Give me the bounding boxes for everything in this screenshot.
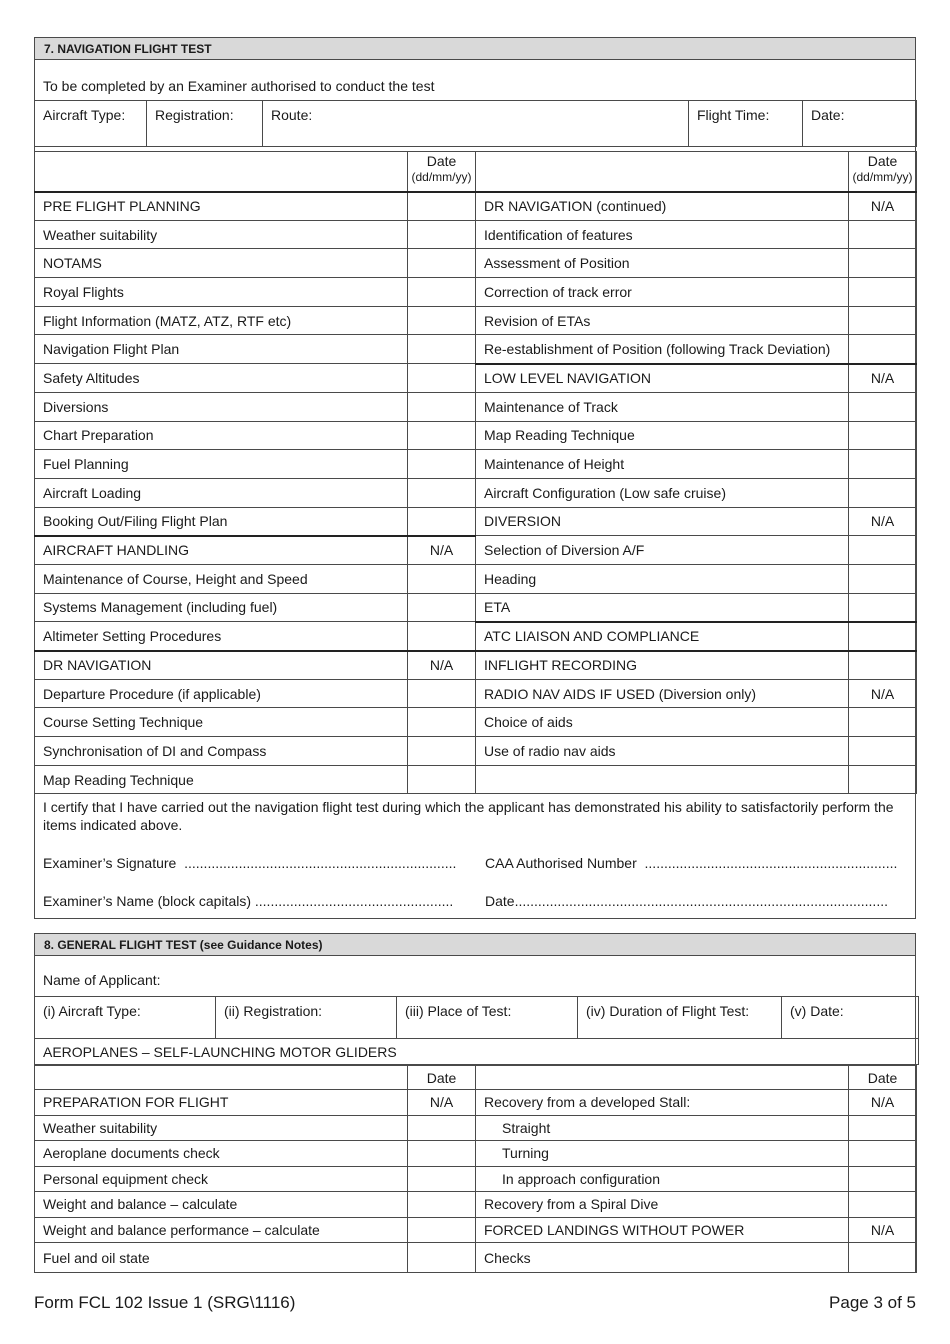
date-column-header: Date (dd/mm/yy) bbox=[849, 152, 917, 192]
date-cell[interactable] bbox=[849, 1243, 917, 1273]
date-cell[interactable] bbox=[408, 1192, 476, 1218]
checklist-item: PRE FLIGHT PLANNING bbox=[35, 192, 408, 221]
checklist-item: In approach configuration bbox=[476, 1166, 849, 1192]
header-blank bbox=[35, 152, 408, 192]
date-cell[interactable]: N/A bbox=[849, 192, 917, 221]
table-row bbox=[35, 1166, 917, 1192]
date-cell[interactable]: N/A bbox=[849, 1090, 917, 1116]
checklist-item: Revision of ETAs bbox=[476, 306, 849, 335]
date-cell[interactable] bbox=[849, 478, 917, 507]
date-column-header: Date (dd/mm/yy) bbox=[408, 152, 476, 192]
table-row bbox=[35, 564, 917, 593]
table-row bbox=[35, 335, 917, 364]
date-cell[interactable] bbox=[849, 249, 917, 278]
checklist-item: AIRCRAFT HANDLING bbox=[35, 536, 408, 565]
table-row bbox=[35, 679, 917, 708]
date-cell[interactable] bbox=[849, 593, 917, 622]
table-row bbox=[35, 392, 917, 421]
checklist-item: Use of radio nav aids bbox=[476, 737, 849, 766]
table-row bbox=[35, 507, 917, 536]
table-row bbox=[35, 421, 917, 450]
header-blank bbox=[476, 1066, 849, 1090]
cert-date-line[interactable]: ................................................................................................ bbox=[514, 893, 888, 910]
checklist-item: Altimeter Setting Procedures bbox=[35, 622, 408, 651]
date-cell[interactable] bbox=[408, 1217, 476, 1243]
certification-block bbox=[35, 794, 915, 918]
table-row bbox=[35, 1141, 917, 1167]
examiner-name-label: Examiner’s Name (block capitals) bbox=[43, 893, 251, 910]
date-cell[interactable]: N/A bbox=[408, 536, 476, 565]
table-row bbox=[35, 1217, 917, 1243]
date-cell[interactable] bbox=[408, 1166, 476, 1192]
checklist-item: Map Reading Technique bbox=[476, 421, 849, 450]
checklist-item: Recovery from a developed Stall: bbox=[476, 1090, 849, 1116]
examiner-name-line[interactable]: ................................................... bbox=[254, 893, 454, 910]
table-row bbox=[35, 1090, 917, 1116]
section-8-heading: 8. GENERAL FLIGHT TEST (see Guidance Notes) bbox=[35, 934, 915, 956]
checklist-item: Departure Procedure (if applicable) bbox=[35, 679, 408, 708]
table-row bbox=[35, 536, 917, 565]
checklist-item: Assessment of Position bbox=[476, 249, 849, 278]
checklist-item: Recovery from a Spiral Dive bbox=[476, 1192, 849, 1218]
checklist-item: Aeroplane documents check bbox=[35, 1141, 408, 1167]
checklist-item: Maintenance of Height bbox=[476, 450, 849, 479]
registration-field[interactable]: Registration: bbox=[147, 101, 263, 147]
date-cell[interactable] bbox=[849, 335, 917, 364]
checklist-item: Weather suitability bbox=[35, 220, 408, 249]
checklist-item: Re-establishment of Position (following Track Deviation) bbox=[476, 335, 849, 364]
examiner-signature-line[interactable]: ...................................................................... bbox=[184, 855, 457, 872]
table-row bbox=[35, 192, 917, 221]
date-cell[interactable] bbox=[408, 564, 476, 593]
checklist-item: Fuel Planning bbox=[35, 450, 408, 479]
checklist-item: FORCED LANDINGS WITHOUT POWER bbox=[476, 1217, 849, 1243]
table-row bbox=[35, 450, 917, 479]
caa-number-line[interactable]: ................................................................. bbox=[644, 855, 898, 872]
date-cell[interactable] bbox=[849, 1141, 917, 1167]
checklist-item: ETA bbox=[476, 593, 849, 622]
table-row bbox=[35, 249, 917, 278]
checklist-item: Fuel and oil state bbox=[35, 1243, 408, 1273]
checklist-item: Aircraft Configuration (Low safe cruise) bbox=[476, 478, 849, 507]
date-cell[interactable] bbox=[849, 1192, 917, 1218]
checklist-item: Diversions bbox=[35, 392, 408, 421]
checklist-item: Systems Management (including fuel) bbox=[35, 593, 408, 622]
table-row bbox=[35, 651, 917, 680]
checklist-item: Weight and balance – calculate bbox=[35, 1192, 408, 1218]
section-8-general-flight-test bbox=[34, 933, 916, 1273]
table-row bbox=[35, 593, 917, 622]
date-cell[interactable] bbox=[408, 364, 476, 393]
aircraft-type-field[interactable]: (i) Aircraft Type: bbox=[35, 997, 216, 1039]
date-cell[interactable] bbox=[408, 765, 476, 794]
date-column-header: Date bbox=[849, 1066, 917, 1090]
registration-field[interactable]: (ii) Registration: bbox=[216, 997, 397, 1039]
checklist-item: Royal Flights bbox=[35, 278, 408, 307]
checklist-item: ATC LIAISON AND COMPLIANCE bbox=[476, 622, 849, 651]
page-number: Page 3 of 5 bbox=[829, 1293, 916, 1312]
checklist-item: Booking Out/Filing Flight Plan bbox=[35, 507, 408, 536]
date-cell[interactable] bbox=[408, 421, 476, 450]
date-cell[interactable] bbox=[408, 622, 476, 651]
date-cell[interactable] bbox=[408, 278, 476, 307]
date-cell[interactable] bbox=[408, 220, 476, 249]
date-cell[interactable] bbox=[408, 1115, 476, 1141]
date-cell[interactable] bbox=[849, 450, 917, 479]
header-blank bbox=[476, 152, 849, 192]
table-row bbox=[35, 708, 917, 737]
date-cell[interactable] bbox=[408, 335, 476, 364]
date-cell[interactable]: N/A bbox=[849, 364, 917, 393]
date-cell[interactable] bbox=[408, 708, 476, 737]
date-cell[interactable] bbox=[408, 737, 476, 766]
date-cell[interactable] bbox=[849, 765, 917, 794]
section-8-checklist-table bbox=[34, 1065, 917, 1273]
aircraft-type-field[interactable]: Aircraft Type: bbox=[35, 101, 147, 147]
checklist-item: PREPARATION FOR FLIGHT bbox=[35, 1090, 408, 1116]
section-7-intro: To be completed by an Examiner authorised to conduct the test bbox=[43, 78, 435, 94]
date-field[interactable]: Date: bbox=[803, 101, 917, 147]
certification-text: I certify that I have carried out the navigation flight test during which the applicant has demonstrated his ability to satisfactorily perform the items indicated above. bbox=[43, 799, 894, 834]
date-cell[interactable] bbox=[849, 536, 917, 565]
section-7-aircraft-fields bbox=[34, 100, 917, 147]
cert-date-label: Date bbox=[485, 893, 515, 910]
checklist-item: Checks bbox=[476, 1243, 849, 1273]
category-label: AEROPLANES – SELF-LAUNCHING MOTOR GLIDERS bbox=[35, 1039, 919, 1065]
date-cell[interactable] bbox=[849, 622, 917, 651]
checklist-item: Weight and balance performance – calculate bbox=[35, 1217, 408, 1243]
examiner-signature-label: Examiner’s Signature bbox=[43, 855, 177, 872]
header-blank bbox=[35, 1066, 408, 1090]
section-7-checklist-table bbox=[34, 151, 917, 794]
date-cell[interactable] bbox=[408, 1243, 476, 1273]
date-cell[interactable]: N/A bbox=[408, 1090, 476, 1116]
table-row bbox=[35, 364, 917, 393]
table-row bbox=[35, 478, 917, 507]
date-cell[interactable] bbox=[408, 450, 476, 479]
checklist-item: Maintenance of Course, Height and Speed bbox=[35, 564, 408, 593]
checklist-item: Straight bbox=[476, 1115, 849, 1141]
checklist-item: Course Setting Technique bbox=[35, 708, 408, 737]
checklist-item: DR NAVIGATION bbox=[35, 651, 408, 680]
route-field[interactable]: Route: bbox=[263, 101, 689, 147]
table-row bbox=[35, 1115, 917, 1141]
date-cell[interactable] bbox=[849, 421, 917, 450]
date-cell[interactable] bbox=[849, 392, 917, 421]
date-cell[interactable] bbox=[849, 708, 917, 737]
table-row bbox=[35, 220, 917, 249]
date-cell[interactable] bbox=[849, 564, 917, 593]
section-7-heading: 7. NAVIGATION FLIGHT TEST bbox=[35, 38, 915, 60]
checklist-item: NOTAMS bbox=[35, 249, 408, 278]
checklist-item: Maintenance of Track bbox=[476, 392, 849, 421]
checklist-item bbox=[476, 765, 849, 794]
checklist-item: Map Reading Technique bbox=[35, 765, 408, 794]
date-cell[interactable]: N/A bbox=[408, 651, 476, 680]
date-cell[interactable] bbox=[408, 306, 476, 335]
date-cell[interactable] bbox=[408, 507, 476, 536]
date-cell[interactable] bbox=[408, 192, 476, 221]
date-cell[interactable]: N/A bbox=[849, 1217, 917, 1243]
date-column-header: Date bbox=[408, 1066, 476, 1090]
checklist-item: Weather suitability bbox=[35, 1115, 408, 1141]
checklist-item: Aircraft Loading bbox=[35, 478, 408, 507]
section-7-navigation-flight-test bbox=[34, 37, 916, 919]
checklist-item: Navigation Flight Plan bbox=[35, 335, 408, 364]
date-field[interactable]: (v) Date: bbox=[782, 997, 919, 1039]
applicant-name-field[interactable]: Name of Applicant: bbox=[43, 972, 161, 988]
date-cell[interactable]: N/A bbox=[849, 679, 917, 708]
date-cell[interactable] bbox=[408, 593, 476, 622]
section-8-aircraft-fields bbox=[34, 996, 919, 1065]
checklist-item: INFLIGHT RECORDING bbox=[476, 651, 849, 680]
checklist-item: DIVERSION bbox=[476, 507, 849, 536]
date-cell[interactable] bbox=[849, 1166, 917, 1192]
date-cell[interactable] bbox=[849, 737, 917, 766]
checklist-item: LOW LEVEL NAVIGATION bbox=[476, 364, 849, 393]
checklist-item: Personal equipment check bbox=[35, 1166, 408, 1192]
checklist-item: Flight Information (MATZ, ATZ, RTF etc) bbox=[35, 306, 408, 335]
date-cell[interactable] bbox=[408, 249, 476, 278]
flight-time-field[interactable]: Flight Time: bbox=[689, 101, 803, 147]
date-cell[interactable] bbox=[849, 651, 917, 680]
checklist-item: RADIO NAV AIDS IF USED (Diversion only) bbox=[476, 679, 849, 708]
checklist-item: Identification of features bbox=[476, 220, 849, 249]
table-row bbox=[35, 278, 917, 307]
date-cell[interactable] bbox=[849, 220, 917, 249]
checklist-item: DR NAVIGATION (continued) bbox=[476, 192, 849, 221]
date-cell[interactable]: N/A bbox=[849, 507, 917, 536]
table-row bbox=[35, 1243, 917, 1273]
form-identifier: Form FCL 102 Issue 1 (SRG\1116) bbox=[34, 1293, 296, 1312]
checklist-item: Chart Preparation bbox=[35, 421, 408, 450]
table-row bbox=[35, 765, 917, 794]
checklist-item: Safety Altitudes bbox=[35, 364, 408, 393]
date-cell[interactable] bbox=[408, 478, 476, 507]
date-cell[interactable] bbox=[408, 1141, 476, 1167]
checklist-item: Heading bbox=[476, 564, 849, 593]
checklist-item: Choice of aids bbox=[476, 708, 849, 737]
table-row bbox=[35, 622, 917, 651]
checklist-item: Correction of track error bbox=[476, 278, 849, 307]
date-cell[interactable] bbox=[849, 1115, 917, 1141]
date-cell[interactable] bbox=[849, 278, 917, 307]
table-row bbox=[35, 737, 917, 766]
duration-field[interactable]: (iv) Duration of Flight Test: bbox=[578, 997, 782, 1039]
caa-number-label: CAA Authorised Number bbox=[485, 855, 637, 872]
checklist-item: Synchronisation of DI and Compass bbox=[35, 737, 408, 766]
table-row bbox=[35, 1192, 917, 1218]
place-of-test-field[interactable]: (iii) Place of Test: bbox=[397, 997, 578, 1039]
date-cell[interactable] bbox=[849, 306, 917, 335]
table-row bbox=[35, 306, 917, 335]
date-cell[interactable] bbox=[408, 679, 476, 708]
checklist-item: Turning bbox=[476, 1141, 849, 1167]
checklist-item: Selection of Diversion A/F bbox=[476, 536, 849, 565]
date-cell[interactable] bbox=[408, 392, 476, 421]
